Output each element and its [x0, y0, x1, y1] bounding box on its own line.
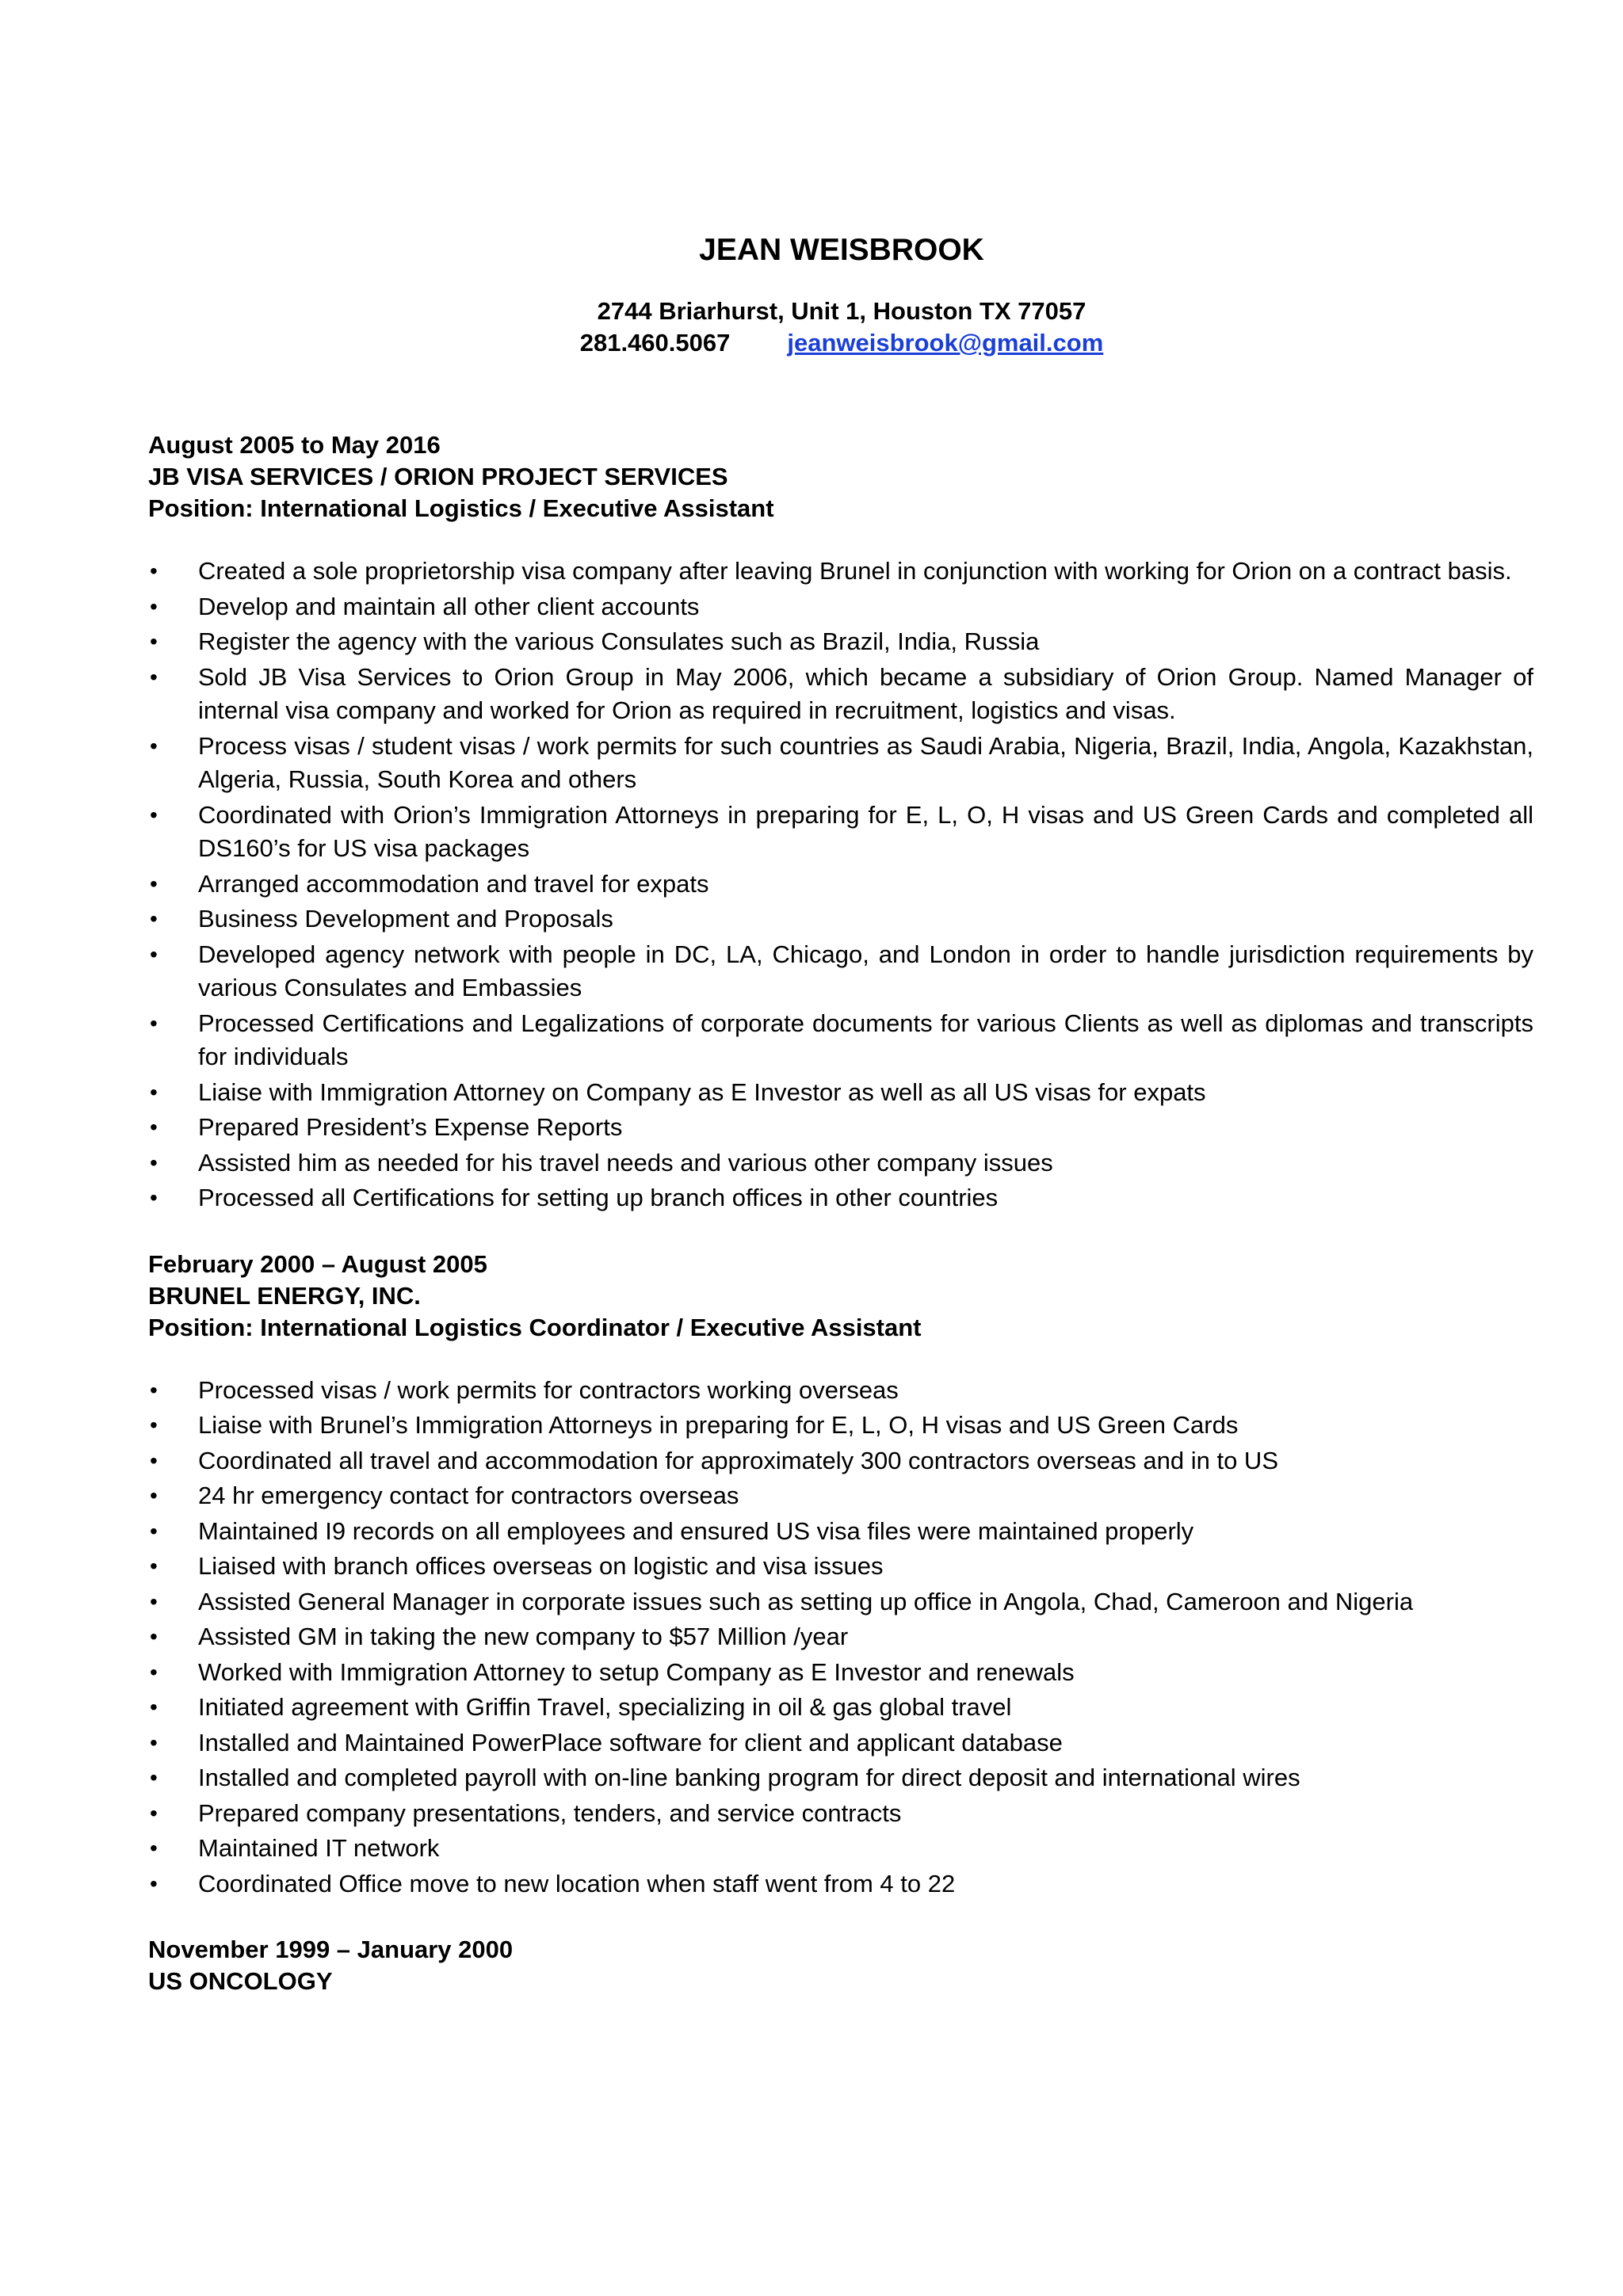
duty-item	[148, 1761, 1533, 1795]
duty-item	[148, 590, 1533, 624]
job-company: BRUNEL ENERGY, INC.	[148, 1281, 421, 1310]
duty-text: Processed Certifications and Legalizations of corporate documents for various Clients as well as diplomas and transcripts for individuals	[198, 1009, 1533, 1070]
duty-item	[148, 1620, 1533, 1654]
duty-item	[148, 1585, 1533, 1619]
job-section	[148, 429, 1533, 1215]
duty-item	[148, 1691, 1533, 1725]
duty-text: Prepared company presentations, tenders, and service contracts	[198, 1798, 902, 1827]
bullet-icon: •	[150, 1589, 158, 1614]
bullet-icon: •	[150, 1695, 158, 1719]
duty-text: Assisted him as needed for his travel needs and various other company issues	[198, 1148, 1053, 1177]
duty-item	[148, 799, 1533, 866]
job-duties-list	[148, 555, 1533, 1215]
duty-text: Liaise with Immigration Attorney on Company as E Investor as well as all US visas for expats	[198, 1077, 1206, 1106]
bullet-icon: •	[150, 1447, 158, 1473]
work-history	[148, 429, 1533, 2031]
duty-text: Business Development and Proposals	[198, 905, 613, 933]
duty-text: Initiated agreement with Griffin Travel, specializing in oil & gas global travel	[198, 1693, 1012, 1721]
job-duties-list	[148, 1374, 1533, 1901]
bullet-icon: •	[150, 1554, 158, 1578]
duty-text: Arranged accommodation and travel for expats	[198, 869, 709, 898]
bullet-icon: •	[150, 1518, 158, 1543]
bullet-icon: •	[150, 941, 158, 967]
duty-item	[148, 1832, 1533, 1866]
duty-text: Sold JB Visa Services to Orion Group in May 2006, which became a subsidiary of Orion Group. Named Manager of internal visa company and worked for Orion as required in recruitment, logistics and visas.	[198, 662, 1533, 724]
duty-item	[148, 1181, 1533, 1215]
bullet-icon: •	[150, 871, 158, 896]
candidate-address: 2744 Briarhurst, Unit 1, Houston TX 77057	[597, 297, 1086, 325]
bullet-icon: •	[150, 1377, 158, 1402]
bullet-icon: •	[150, 1730, 158, 1755]
duty-item	[148, 625, 1533, 659]
duty-text: Maintained IT network	[198, 1834, 440, 1862]
duty-item	[148, 1444, 1533, 1478]
bullet-icon: •	[150, 733, 158, 758]
duty-item	[148, 1076, 1533, 1110]
bullet-icon: •	[150, 1010, 158, 1035]
duty-text: Maintained I9 records on all employees and ensured US visa files were maintained properly	[198, 1516, 1194, 1545]
job-company: JB VISA SERVICES / ORION PROJECT SERVICES	[148, 463, 728, 490]
duty-text: Liaise with Brunel’s Immigration Attorneys in preparing for E, L, O, H visas and US Green Cards	[198, 1411, 1239, 1439]
duty-item	[148, 730, 1533, 797]
duty-item	[148, 1656, 1533, 1690]
job-dates: August 2005 to May 2016	[148, 431, 441, 459]
bullet-icon: •	[150, 1765, 158, 1790]
duty-text: Assisted General Manager in corporate issues such as setting up office in Angola, Chad, Cameroon and Nigeria	[198, 1587, 1414, 1615]
bullet-icon: •	[150, 1624, 158, 1649]
bullet-icon: •	[150, 1483, 158, 1508]
duty-text: Prepared President’s Expense Reports	[198, 1113, 623, 1141]
duty-item	[148, 902, 1533, 936]
resume-header	[0, 230, 1623, 359]
bullet-icon: •	[150, 559, 158, 583]
job-position: Position: International Logistics Coordinator / Executive Assistant	[148, 1313, 922, 1341]
job-dates: November 1999 – January 2000	[148, 1936, 514, 1963]
bullet-icon: •	[150, 1115, 158, 1139]
duty-item	[148, 868, 1533, 902]
bullet-icon: •	[150, 1836, 158, 1860]
duty-text: Processed visas / work permits for contractors working overseas	[198, 1375, 899, 1404]
duty-item	[148, 1797, 1533, 1831]
candidate-name: JEAN WEISBROOK	[699, 233, 984, 267]
duty-item	[148, 1726, 1533, 1760]
duty-text: Coordinated all travel and accommodation for approximately 300 contractors overseas and in to US	[198, 1446, 1279, 1474]
duty-item	[148, 1146, 1533, 1180]
duty-text: Installed and Maintained PowerPlace software for client and applicant database	[198, 1728, 1063, 1756]
bullet-icon: •	[150, 629, 158, 654]
duty-item	[148, 1007, 1533, 1074]
job-section	[148, 1934, 1533, 1997]
duty-item	[148, 555, 1533, 589]
job-section	[148, 1249, 1533, 1901]
bullet-icon: •	[150, 1079, 158, 1104]
duty-item	[148, 661, 1533, 728]
duty-text: Coordinated Office move to new location when staff went from 4 to 22	[198, 1869, 956, 1897]
duty-item	[148, 1374, 1533, 1408]
bullet-icon: •	[150, 1413, 158, 1437]
job-company: US ONCOLOGY	[148, 1967, 333, 1995]
duty-text: Created a sole proprietorship visa company after leaving Brunel in conjunction with working for Orion on a contract basis.	[198, 557, 1512, 585]
duty-text: 24 hr emergency contact for contractors overseas	[198, 1482, 739, 1509]
bullet-icon: •	[150, 593, 158, 619]
duty-text: Developed agency network with people in DC, LA, Chicago, and London in order to handle jurisdiction requirements by various Consulates and Embassies	[198, 940, 1533, 1001]
bullet-icon: •	[150, 1185, 158, 1210]
duty-text: Process visas / student visas / work permits for such countries as Saudi Arabia, Nigeria, Brazil, India, Angola, Kazakhstan, Algeria, Russia, South Korea and others	[198, 731, 1533, 793]
duty-text: Coordinated with Orion’s Immigration Attorneys in preparing for E, L, O, H visas and US Green Cards and completed all DS160’s for US visa packages	[198, 800, 1533, 862]
bullet-icon: •	[150, 1150, 158, 1175]
bullet-icon: •	[150, 1800, 158, 1825]
duty-item	[148, 1550, 1533, 1584]
job-dates: February 2000 – August 2005	[148, 1249, 487, 1278]
job-position: Position: International Logistics / Executive Assistant	[148, 494, 774, 522]
bullet-icon: •	[150, 1659, 158, 1684]
duty-text: Installed and completed payroll with on-line banking program for direct deposit and international wires	[198, 1764, 1300, 1791]
duty-item	[148, 1409, 1533, 1443]
duty-text: Worked with Immigration Attorney to setup Company as E Investor and renewals	[198, 1657, 1075, 1686]
duty-item	[148, 1111, 1533, 1145]
duty-text: Processed all Certifications for setting up branch offices in other countries	[198, 1184, 999, 1211]
candidate-phone: 281.460.5067	[579, 329, 731, 357]
duty-item	[148, 1479, 1533, 1513]
bullet-icon: •	[150, 1871, 158, 1896]
bullet-icon: •	[150, 802, 158, 827]
bullet-icon: •	[150, 906, 158, 931]
candidate-email-link[interactable]: jeanweisbrook@gmail.com	[787, 329, 1104, 357]
duty-item	[148, 938, 1533, 1005]
duty-text: Liaised with branch offices overseas on logistic and visa issues	[198, 1552, 884, 1580]
duty-item	[148, 1515, 1533, 1549]
bullet-icon: •	[150, 664, 158, 689]
duty-text: Develop and maintain all other client accounts	[198, 592, 700, 620]
duty-item	[148, 1867, 1533, 1901]
duty-text: Register the agency with the various Consulates such as Brazil, India, Russia	[198, 627, 1040, 655]
contact-line	[0, 327, 1623, 359]
duty-text: Assisted GM in taking the new company to $57 Million /year	[198, 1623, 849, 1650]
